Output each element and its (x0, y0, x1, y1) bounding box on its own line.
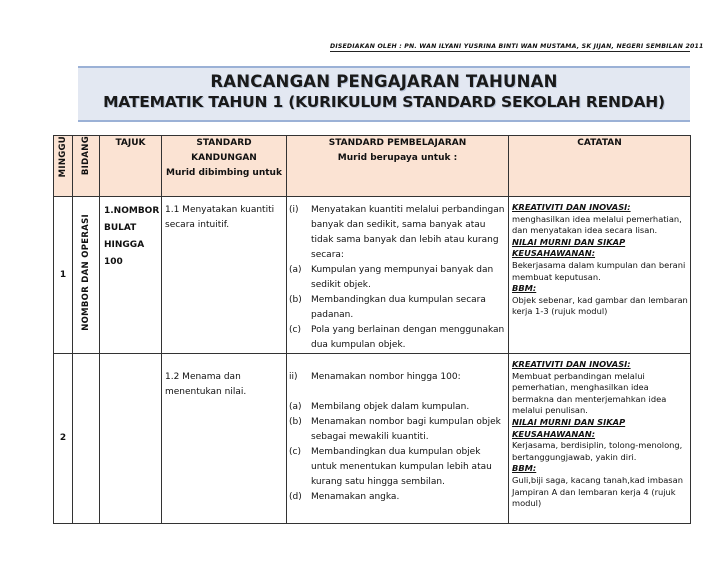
catatan-cell: KREATIVITI DAN INOVASI: menghasilkan idea melalui pemerhatian, dan menyatakan idea secara lisan. NILAI MURNI DAN SIKAP KEUSAHAWANAN: Bekerjasama dalam kumpulan dan berani membuat keputusan. BBM: Objek sebenar, kad gambar dan lembaran kerja 1-3 (rujuk modul) (509, 197, 691, 354)
list-item: (i) Menyatakan kuantiti melalui perbandingan banyak dan sedikit, sama banyak atau tidak sama banyak dan lebih atau kurang secara: (289, 205, 505, 260)
catatan-cell: KREATIVITI DAN INOVASI: Membuat perbandingan melalui pemerhatian, menghasilkan idea bermakna dan menterjemahkan idea melalui penulisan. NILAI MURNI DAN SIKAP KEUSAHAWANAN: Kerjasama, berdisiplin, tolong-menolong, bertanggungjawab, yakin diri. BBM: Guli,biji saga, kacang tanah,kad imbasan Jampiran A dan lembaran kerja 4 (rujuk modul) (509, 354, 691, 524)
document-title: RANCANGAN PENGAJARAN TAHUNAN (210, 72, 558, 91)
header-tajuk: TAJUK (100, 136, 162, 197)
table-row (54, 197, 691, 354)
tajuk-cell (100, 354, 162, 524)
minggu-value: 1 (54, 197, 73, 354)
list-item: (a) Kumpulan yang mempunyai banyak dan sedikit objek. (289, 265, 494, 290)
list-item: ii) Menamakan nombor hingga 100: (289, 372, 461, 382)
list-item: (c) Pola yang berlainan dengan menggunakan dua kumpulan objek. (289, 325, 505, 350)
standard-kandungan-cell: 1.2 Menama dan menentukan nilai. (162, 354, 287, 524)
list-item: (b) Menamakan nombor bagi kumpulan objek sebagai mewakili kuantiti. (289, 417, 501, 442)
list-item: (b) Membandingkan dua kumpulan secara padanan. (289, 295, 486, 320)
standard-pembelajaran-cell (287, 354, 509, 524)
tajuk-cell: 1.NOMBOR BULAT HINGGA 100 (100, 197, 162, 354)
lesson-plan-table (53, 135, 691, 524)
header-minggu: MINGGU (54, 136, 73, 197)
list-item: (a) Membilang objek dalam kumpulan. (289, 402, 470, 412)
author-credit: DISEDIAKAN OLEH : PN. WAN ILYANI YUSRINA BINTI WAN MUSTAMA, SK JIJAN, NEGERI SEMBILAN 2011 (330, 43, 704, 50)
bidang-value: NOMBOR DAN OPERASI (73, 197, 100, 354)
header-bidang: BIDANG (73, 136, 100, 197)
list-item: (c) Membandingkan dua kumpulan objek untuk menentukan kumpulan lebih atau kurang satu hingga sembilan. (289, 447, 492, 487)
table-row (54, 354, 691, 524)
list-item: (d) Menamakan angka. (289, 492, 400, 502)
document-subtitle: MATEMATIK TAHUN 1 (KURIKULUM STANDARD SEKOLAH RENDAH) (103, 93, 665, 111)
minggu-value: 2 (54, 354, 73, 524)
standard-pembelajaran-cell (287, 197, 509, 354)
header-standard-kandungan: STANDARD KANDUNGAN Murid dibimbing untuk (162, 136, 287, 197)
bidang-cell (73, 354, 100, 524)
header-row (54, 136, 691, 197)
standard-kandungan-cell: 1.1 Menyatakan kuantiti secara intuitif. (162, 197, 287, 354)
title-banner (78, 66, 690, 122)
header-catatan: CATATAN (509, 136, 691, 197)
header-standard-pembelajaran: STANDARD PEMBELAJARAN Murid berupaya untuk : (287, 136, 509, 197)
